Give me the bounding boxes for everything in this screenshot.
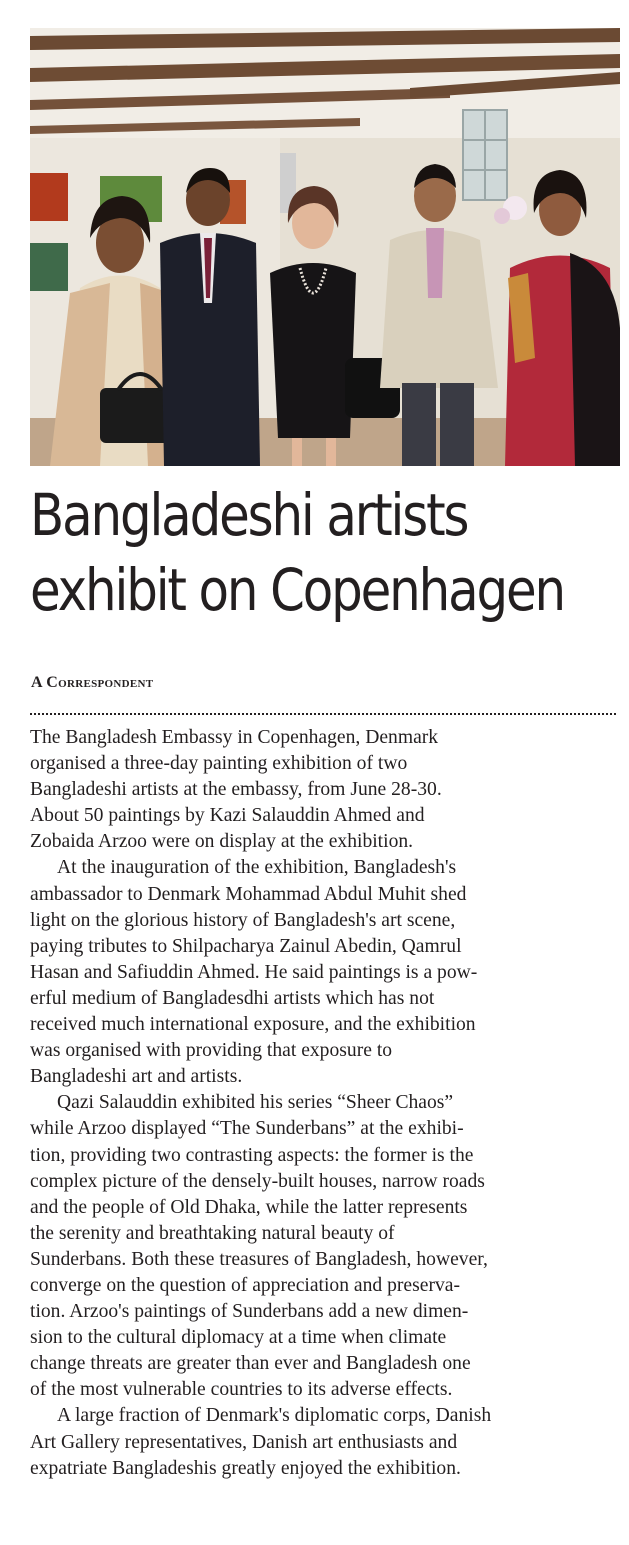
article-line: At the inauguration of the exhibition, Bangladesh's xyxy=(57,857,457,879)
headline-line-1: Bangladeshi artists xyxy=(30,481,468,549)
byline: A Correspondent xyxy=(31,674,154,691)
article-line: Sunderbans. Both these treasures of Bangladesh, however, xyxy=(30,1248,488,1270)
article-line: paying tributes to Shilpacharya Zainul Abedin, Qamrul xyxy=(30,935,462,957)
article-line: Bangladeshi art and artists. xyxy=(30,1066,243,1088)
article-line: The Bangladesh Embassy in Copenhagen, Denmark xyxy=(30,727,439,748)
article-line: and the people of Old Dhaka, while the latter represents xyxy=(30,1196,468,1218)
article-line: while Arzoo displayed “The Sunderbans” at the exhibi- xyxy=(30,1118,464,1140)
article-line: light on the glorious history of Bangladesh's art scene, xyxy=(30,909,456,931)
article-line: tion. Arzoo's paintings of Sunderbans add a new dimen- xyxy=(30,1301,469,1323)
article-line: tion, providing two contrasting aspects: the former is the xyxy=(30,1144,474,1166)
article-line: Bangladeshi artists at the embassy, from June 28-30. xyxy=(30,779,442,801)
article-photo xyxy=(30,28,620,466)
article-line: change threats are greater than ever and Bangladesh one xyxy=(30,1353,471,1375)
article-line: Zobaida Arzoo were on display at the exhibition. xyxy=(30,831,414,853)
article-line: Art Gallery representatives, Danish art enthusiasts and xyxy=(30,1431,458,1453)
article-line: organised a three-day painting exhibition of two xyxy=(30,753,408,775)
article-line: was organised with providing that exposure to xyxy=(30,1040,393,1062)
article-line: sion to the cultural diplomacy at a time when climate xyxy=(30,1327,447,1349)
article-line: converge on the question of appreciation and preserva- xyxy=(30,1274,460,1296)
article-line: ambassador to Denmark Mohammad Abdul Muhit shed xyxy=(30,883,467,905)
exhibition-photo xyxy=(30,28,620,466)
article-line: About 50 paintings by Kazi Salauddin Ahmed and xyxy=(30,805,425,827)
paragraph xyxy=(30,725,618,855)
article-line: received much international exposure, and the exhibition xyxy=(30,1014,476,1036)
article-line: complex picture of the densely-built houses, narrow roads xyxy=(30,1170,485,1192)
paragraph xyxy=(30,1403,618,1481)
article-line: erful medium of Bangladesdhi artists which has not xyxy=(30,987,435,1009)
headline-line-2: exhibit on Copenhagen xyxy=(30,556,565,624)
headline xyxy=(30,478,565,628)
article-line: Hasan and Safiuddin Ahmed. He said paintings is a pow- xyxy=(30,961,478,983)
paragraph xyxy=(30,855,618,1090)
article-line: expatriate Bangladeshis greatly enjoyed the exhibition. xyxy=(30,1457,461,1479)
article-line: Qazi Salauddin exhibited his series “Sheer Chaos” xyxy=(57,1092,454,1114)
article-line: the serenity and breathtaking natural beauty of xyxy=(30,1222,395,1244)
article-line: of the most vulnerable countries to its adverse effects. xyxy=(30,1379,453,1401)
article-body xyxy=(30,725,618,1482)
article-line: A large fraction of Denmark's diplomatic corps, Danish xyxy=(57,1405,492,1427)
paragraph xyxy=(30,1090,618,1403)
dotted-divider xyxy=(30,713,616,715)
